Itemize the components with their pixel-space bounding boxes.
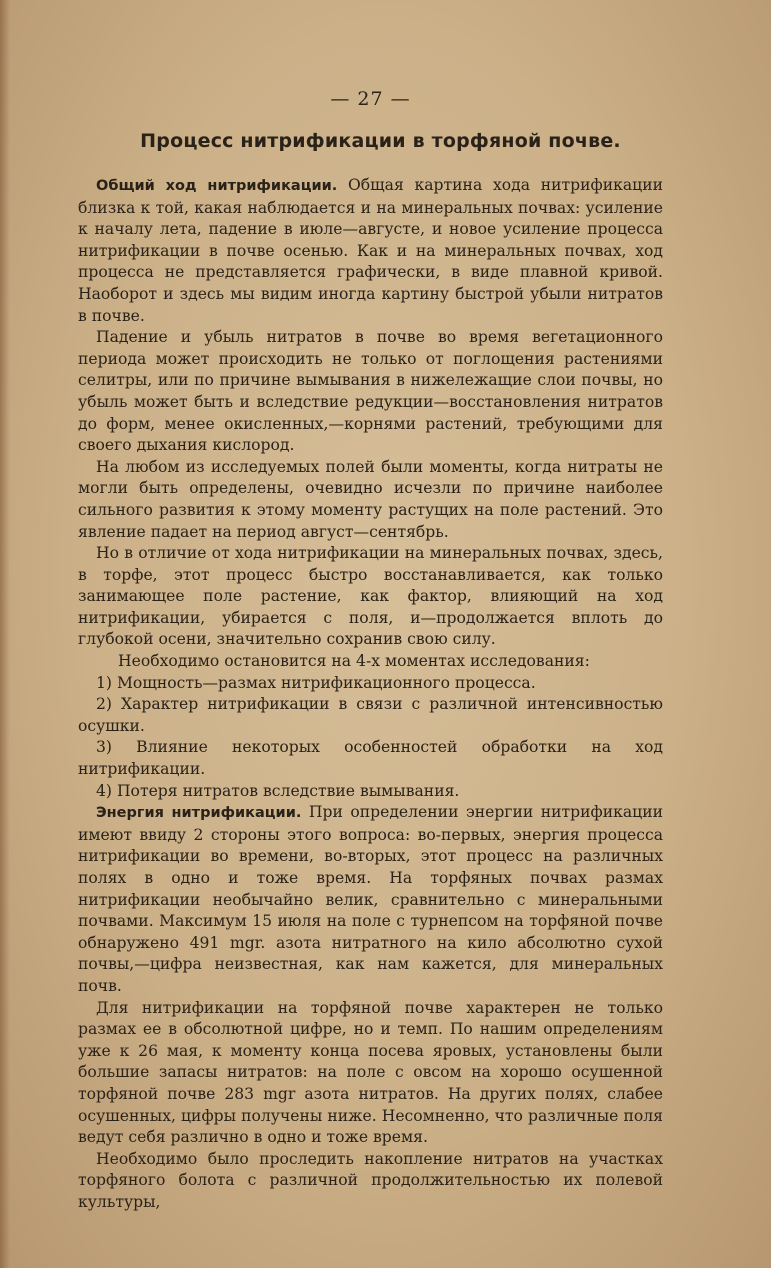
paragraph-text: При определении энергии нитрификации имеют ввиду 2 стороны этого вопроса: во-первых, энергия процесса нитрификации во времени, во-вторых, этот процесс на различных полях в одно и тоже время. На торфяных почвах размах нитрификации необычайно велик, сравнительно с минеральными почвами. Максимум 15 июля на поле с турнепсом на торфяной почве обнаружено 491 mgr. азота нитратного на кило абсолютно сухой почвы,—цифра неизвестная, как нам кажется, для минеральных почв. — [78, 803, 663, 995]
list-item: 4) Потеря нитратов вследствие вымывания. — [96, 781, 460, 800]
paragraph-general-course — [78, 175, 663, 327]
paragraph-text: Падение и убыль нитратов в почве во время вегетационного периода может происходить не только от поглощения растениями селитры, или по причине вымывания в нижележащие слои почвы, но убыль может быть и вследствие редукции—восстановления нитратов до форм, менее окисленных,—корнями растений, требующими для своего дыхания кислород. — [78, 328, 663, 455]
paragraph-text: На любом из исследуемых полей были моменты, когда нитраты не могли быть определены, очевидно исчезли по причине наиболее сильного развития к этому моменту растущих на поле растений. Это явление падает на период август—сентябрь. — [78, 457, 663, 541]
list-item: 1) Мощность—размах нитрификационного процесса. — [96, 673, 536, 692]
paragraph-text: Но в отличие от хода нитрификации на минеральных почвах, здесь, в торфе, этот процесс быстро восстанавливается, как только занимающее поле растение, как фактор, влияющий на ход нитрификации, убирается с поля, и—продолжается вплоть до глубокой осени, значительно сохранив свою силу. — [78, 544, 663, 649]
paragraph-energy — [78, 802, 663, 997]
run-in-heading: Энергия нитрификации. — [96, 805, 302, 822]
paragraph-text: Необходимо было проследить накопление нитратов на участках торфяного болота с различной продолжительностью их полевой культуры, — [78, 1149, 663, 1211]
list-item: 2) Характер нитрификации в связи с различной интенсивностью осушки. — [78, 695, 663, 735]
section-title: Процесс нитрификации в торфяной почве. — [140, 130, 621, 152]
run-in-heading: Общий ход нитрификации. — [96, 178, 338, 194]
document-page — [78, 88, 663, 1214]
page-edge-shadow — [0, 0, 10, 1268]
list-intro: Необходимо остановится на 4-х моментах исследования: — [118, 652, 590, 671]
paragraph-text: Для нитрификации на торфяной почве характерен не только размах ее в обсолютной цифре, но и темп. По нашим определениям уже к 26 мая, к моменту конца посева яровых, установлены были большие запасы нитратов: на поле с овсом на хорошо осушенной торфяной почве 283 mgr азота нитратов. На других полях, слабее осушенных, цифры получены ниже. Несомненно, что различные поля ведут себя различно в одно и тоже время. — [78, 998, 663, 1147]
list-item: 3) Влияние некоторых особенностей обработки на ход нитрификации. — [78, 738, 663, 779]
page-number: — 27 — — [330, 88, 411, 110]
paragraph-text: Общая картина хода нитрификации близка к той, какая наблюдается и на минеральных почвах: усиление к началу лета, падение в июле—августе, и новое усиление процесса нитрификации в почве осенью. Как и на минеральных почвах, ход процесса не представляется графически, в виде плавной кривой. Наоборот и здесь мы видим иногда картину быстрой убыли нитратов в почве. — [78, 176, 663, 325]
